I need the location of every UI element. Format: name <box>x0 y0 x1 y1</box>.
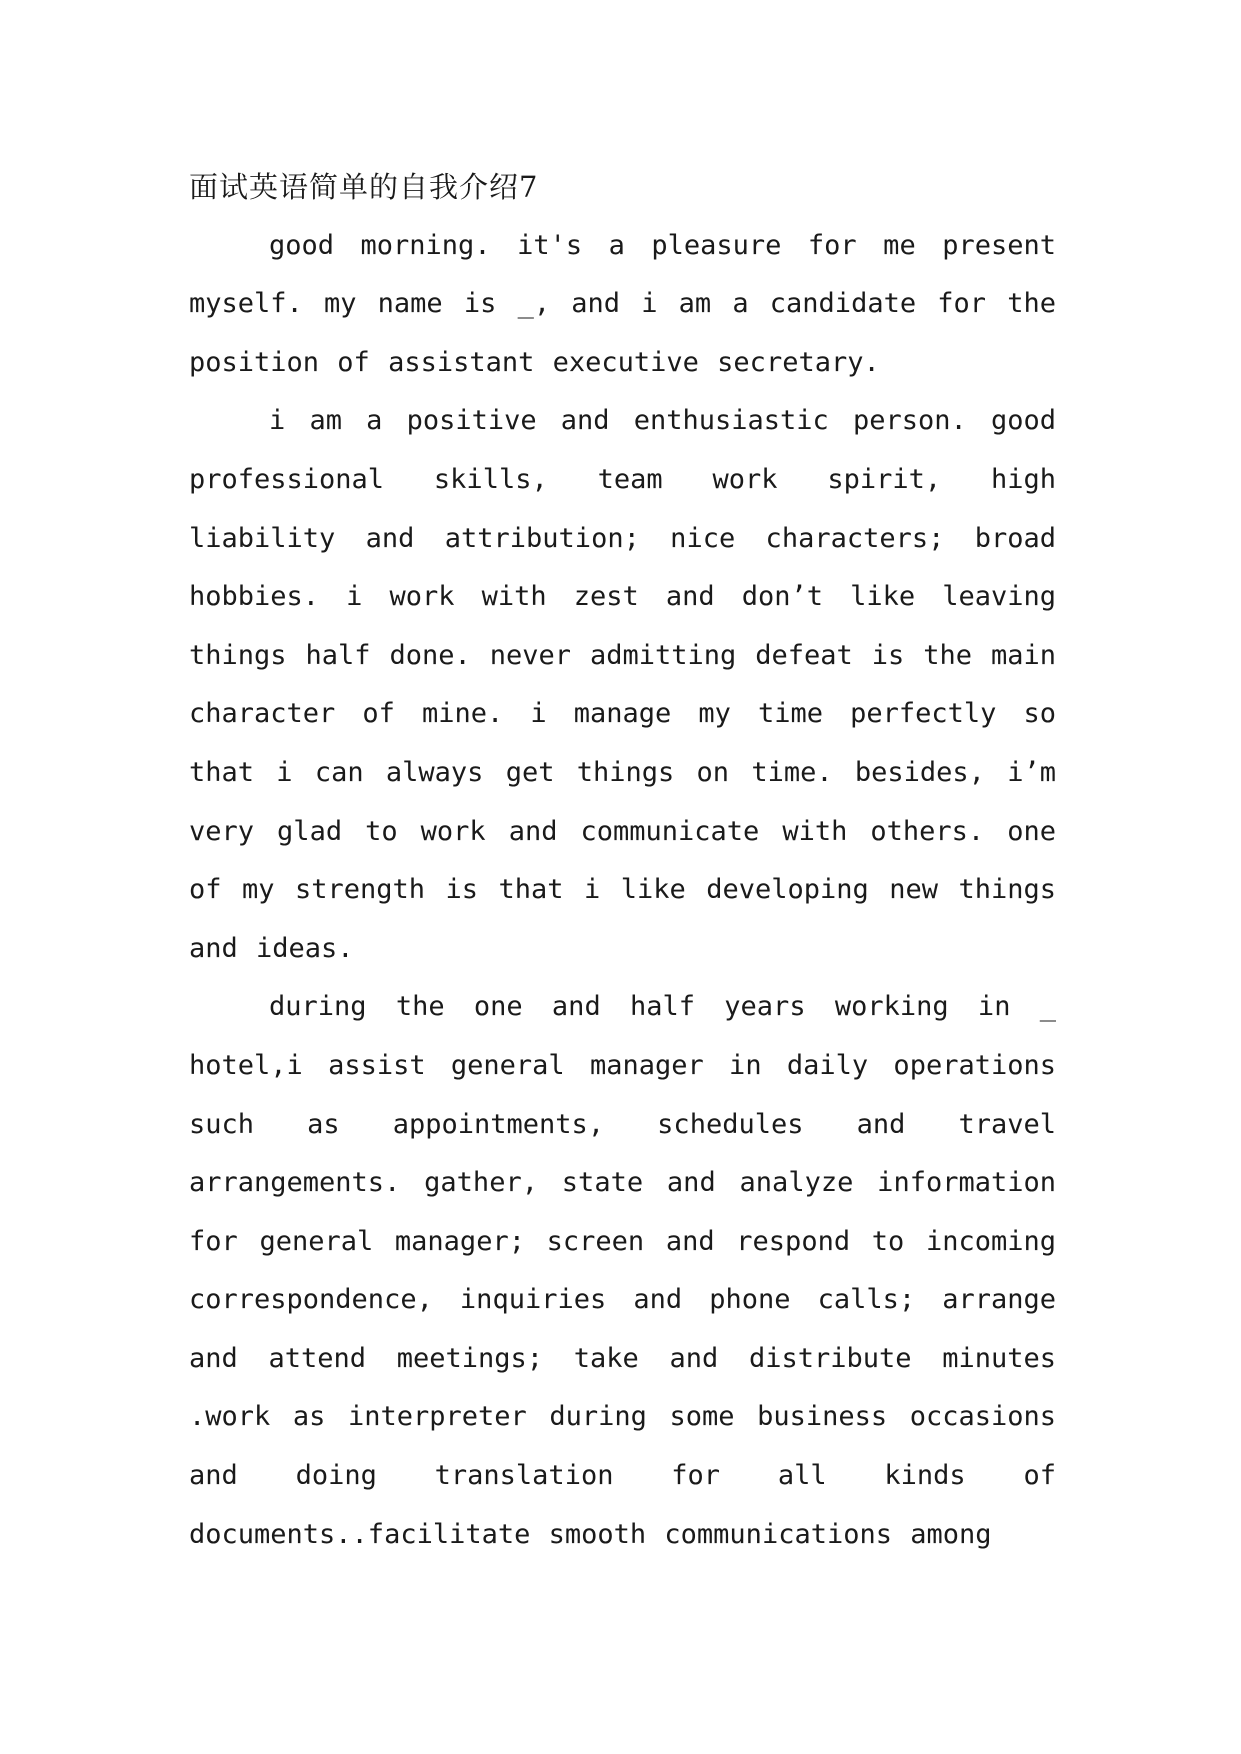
paragraph-personality: i am a positive and enthusiastic person. good professional skills, team work spirit, high liability and attribution; nice characters; broad hobbies. i work with zest and don’t like leaving things half done. never admitting defeat is the main character of mine. i manage my time perfectly so that i can always get things on time. besides, i’m very glad to work and communicate with others. one of my strength is that i like developing new things and ideas. <box>189 405 1056 964</box>
document-body <box>189 158 1056 1564</box>
paragraph-experience: during the one and half years working in _ hotel,i assist general manager in daily operations such as appointments, schedules and travel arrangements. gather, state and analyze information for general manager; screen and respond to incoming correspondence, inquiries and phone calls; arrange and attend meetings; take and distribute minutes .work as interpreter during some business occasions and doing translation for all kinds of documents..facilitate smooth communications among <box>189 991 1056 1550</box>
paragraph-greeting: good morning. it's a pleasure for me present myself. my name is _, and i am a candidate for the position of assistant executive secretary. <box>189 229 1056 378</box>
document-title: 面试英语简单的自我介绍7 <box>189 170 539 204</box>
